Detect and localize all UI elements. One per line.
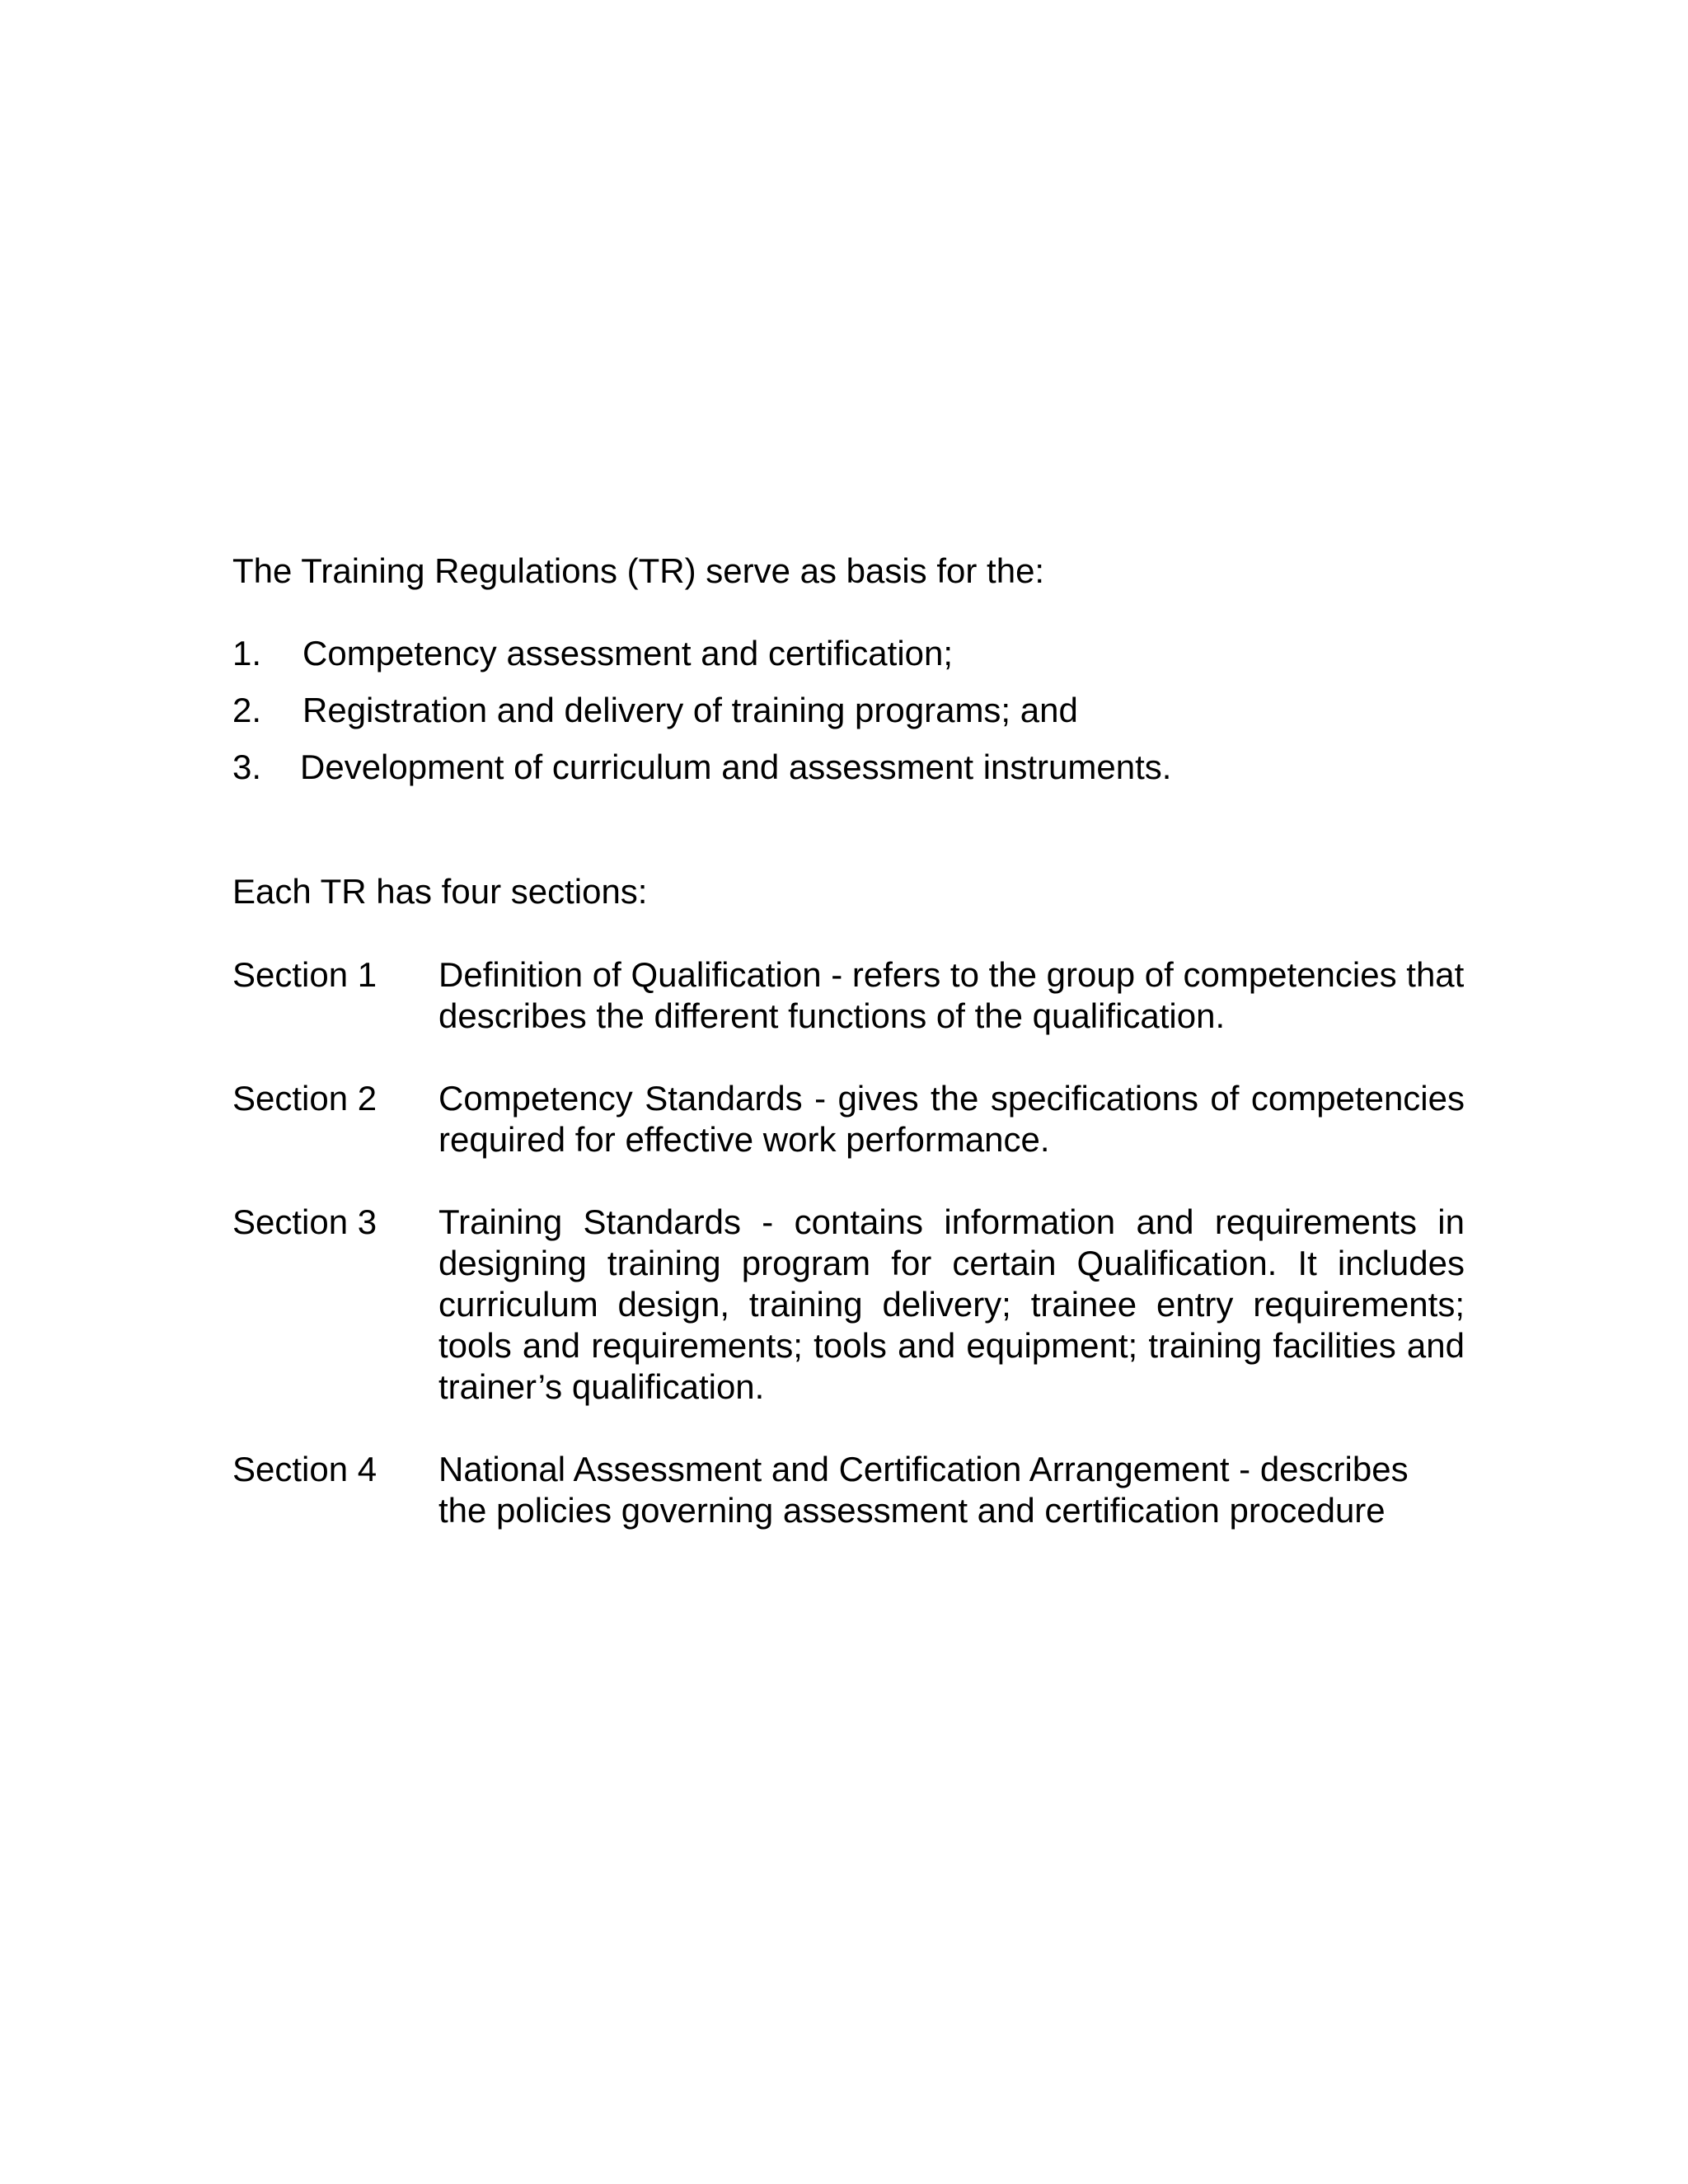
list-text: Registration and delivery of training programs; and <box>302 691 1078 729</box>
section-description: Competency Standards - gives the specifications of competencies required for effective work performance. <box>438 1079 1465 1159</box>
section-label: Section 2 <box>232 1079 377 1118</box>
sections-list <box>232 954 1465 1531</box>
section-description: Definition of Qualification - refers to the group of competencies that describes the different functions of the qualification. <box>438 955 1465 1035</box>
list-item <box>232 690 1465 731</box>
section-label: Section 4 <box>232 1450 377 1488</box>
section-description: National Assessment and Certification Arrangement - describes the policies governing assessment and certification procedure <box>438 1450 1409 1530</box>
section-row-1 <box>232 954 1465 1037</box>
section-label: Section 1 <box>232 955 377 994</box>
list-text: Development of curriculum and assessment instruments. <box>300 748 1172 786</box>
section-row-4 <box>232 1449 1465 1531</box>
document-content <box>232 551 1465 1531</box>
list-number: 3. <box>232 748 262 786</box>
list-number: 2. <box>232 691 262 729</box>
list-item <box>232 747 1465 788</box>
list-item <box>232 633 1465 674</box>
basis-list <box>232 633 1465 788</box>
intro-text: The Training Regulations (TR) serve as basis for the: <box>232 551 1045 590</box>
section-row-3 <box>232 1202 1465 1408</box>
section-row-2 <box>232 1078 1465 1160</box>
section-label: Section 3 <box>232 1202 377 1241</box>
list-text: Competency assessment and certification; <box>302 634 954 673</box>
sections-heading: Each TR has four sections: <box>232 872 648 911</box>
section-description: Training Standards - contains information and requirements in designing training program for certain Qualification. It includes curriculum design, training delivery; trainee entry requirements; tools and requirements; tools and equipment; training facilities and trainer’s qualification. <box>438 1202 1465 1406</box>
list-number: 1. <box>232 634 262 673</box>
